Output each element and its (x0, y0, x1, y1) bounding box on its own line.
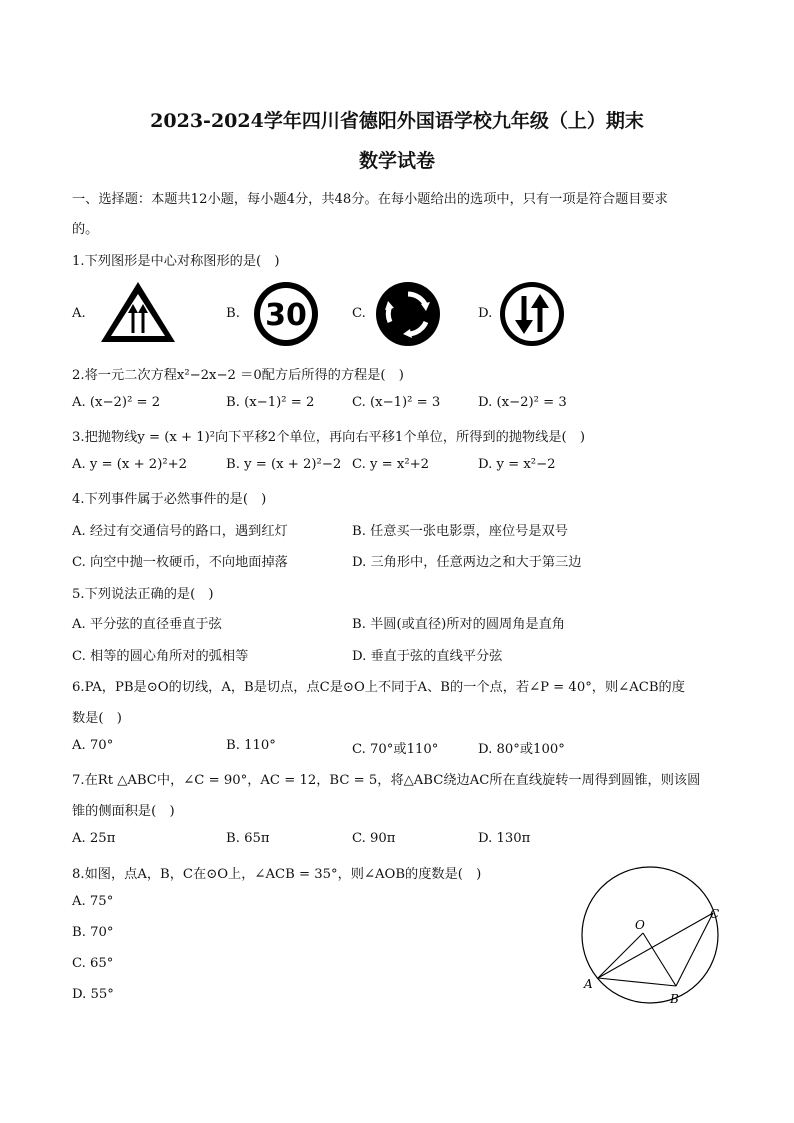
question-2-option-b: B. (x−1)² = 2 (226, 395, 315, 410)
question-3-stem: 3.把抛物线y = (x + 1)²向下平移2个单位，再向右平移1个单位，所得到的抛物线是( ) (72, 430, 585, 445)
question-7-option-a: A. 25π (72, 831, 116, 846)
speed-limit-30-sign-icon (252, 280, 320, 348)
segment-ao (598, 933, 643, 978)
question-4-stem: 4.下列事件属于必然事件的是( ) (72, 492, 267, 507)
question-2-option-d: D. (x−2)² = 3 (478, 395, 567, 410)
segment-ab (598, 978, 676, 986)
question-6-stem: 6.PA，PB是⊙O的切线，A，B是切点，点C是⊙O上不同于A、B的一个点，若∠P = 40°，则∠ACB的度 (72, 680, 685, 695)
question-2-stem: 2.将一元二次方程x²−2x−2 ＝0配方后所得的方程是( ) (72, 368, 404, 383)
question-4-option-d: D. 三角形中，任意两边之和大于第三边 (352, 555, 582, 570)
segment-ob (643, 933, 676, 986)
question-5-option-d: D. 垂直于弦的直线平分弦 (352, 649, 503, 664)
question-2-option-c: C. (x−1)² = 3 (352, 395, 441, 410)
speed-limit-number: 30 (265, 298, 307, 333)
question-5-stem: 5.下列说法正确的是( ) (72, 587, 214, 602)
question-1-option-d-label: D. (478, 306, 493, 321)
section-instructions-line1: 一、选择题：本题共12小题，每小题4分，共48分。在每小题给出的选项中，只有一项是符合题目要求 (72, 192, 668, 207)
question-3-option-d: D. y = x²−2 (478, 457, 556, 472)
question-1-option-c-label: C. (352, 306, 366, 321)
exam-title: 2023-2024学年四川省德阳外国语学校九年级（上）期末 (150, 110, 644, 132)
question-7-option-d: D. 130π (478, 831, 531, 846)
question-8-stem: 8.如图，点A，B，C在⊙O上，∠ACB = 35°，则∠AOB的度数是( ) (72, 867, 482, 882)
question-3-option-b: B. y = (x + 2)²−2 (226, 457, 342, 472)
point-b-label: B (670, 992, 679, 1006)
question-4-option-a: A. 经过有交通信号的路口，遇到红灯 (72, 524, 288, 539)
exam-subtitle: 数学试卷 (358, 150, 435, 172)
point-c-label: C (710, 907, 720, 921)
roundabout-sign-icon (374, 280, 442, 348)
question-4-option-c: C. 向空中抛一枚硬币，不向地面掉落 (72, 555, 288, 570)
question-6-option-a: A. 70° (72, 738, 114, 753)
question-6-option-b: B. 110° (226, 738, 276, 753)
question-5-option-b: B. 半圆(或直径)所对的圆周角是直角 (352, 617, 565, 632)
question-6-stem-continued: 数是( ) (72, 711, 122, 726)
question-8-option-c: C. 65° (72, 956, 114, 971)
warning-triangle-sign-icon (98, 279, 178, 345)
point-a-label: A (584, 977, 593, 991)
question-1-stem: 1.下列图形是中心对称图形的是( ) (72, 254, 280, 269)
question-5-option-c: C. 相等的圆心角所对的弧相等 (72, 649, 249, 664)
question-1-option-b-label: B. (226, 306, 240, 321)
question-7-stem-continued: 锥的侧面积是( ) (72, 804, 175, 819)
question-8-option-a: A. 75° (72, 894, 114, 909)
two-way-arrows-sign-icon (498, 280, 566, 348)
question-3-option-a: A. y = (x + 2)²+2 (72, 457, 188, 472)
question-5-option-a: A. 平分弦的直径垂直于弦 (72, 617, 222, 632)
question-6-option-c: C. 70°或110° (352, 742, 439, 757)
question-8-option-b: B. 70° (72, 925, 114, 940)
circle-o-outline (582, 867, 718, 1003)
question-7-stem: 7.在Rt △ABC中，∠C = 90°，AC = 12，BC = 5，将△ABC绕边AC所在直线旋转一周得到圆锥，则该圆 (72, 773, 701, 788)
question-6-option-d: D. 80°或100° (478, 742, 565, 757)
question-2-option-a: A. (x−2)² = 2 (72, 395, 161, 410)
question-8-option-d: D. 55° (72, 987, 114, 1002)
question-7-option-b: B. 65π (226, 831, 270, 846)
segment-ac (598, 913, 713, 978)
section-instructions-line2: 的。 (72, 222, 99, 237)
question-1-option-a-label: A. (72, 306, 86, 321)
circle-geometry-figure (572, 864, 732, 1014)
question-4-option-b: B. 任意买一张电影票，座位号是双号 (352, 524, 568, 539)
point-o-label: O (635, 918, 645, 932)
question-7-option-c: C. 90π (352, 831, 396, 846)
question-3-option-c: C. y = x²+2 (352, 457, 430, 472)
